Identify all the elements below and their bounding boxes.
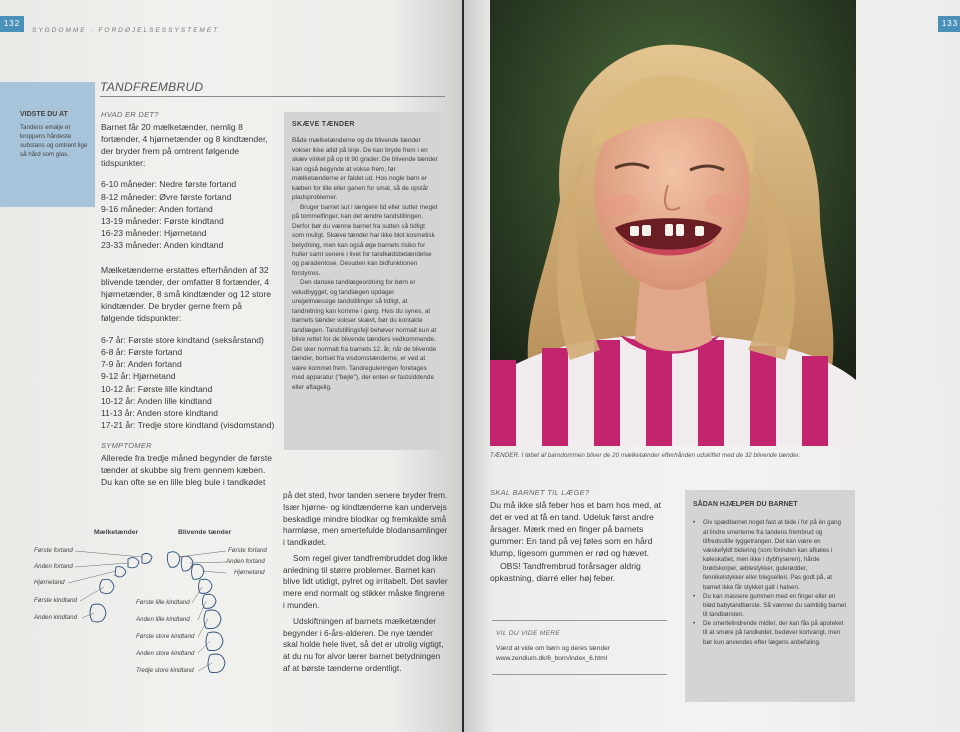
tooth-label: Første fortand	[228, 547, 267, 554]
subhead-doctor: SKAL BARNET TIL LÆGE?	[490, 488, 590, 497]
label-leader	[68, 571, 116, 583]
permanent-tooth-outline	[208, 654, 225, 673]
running-head: SYGDOMME · FORDØJELSESSYSTEMET	[32, 27, 220, 34]
permanent-tooth-outline	[199, 579, 213, 593]
permanent-tooth-outline	[206, 632, 223, 651]
section-bar	[0, 82, 95, 96]
main-column-2	[283, 490, 448, 684]
tooth-label: Anden kindtand	[34, 614, 78, 621]
tooth-label: Anden fortand	[226, 558, 265, 565]
box-paragraph: Bruger barnet sut i længere tid eller sutter meget på tommelfinger, kan det ændre tandstillingen. Derfor bør du vænne barnet fra sutten så tidligt som muligt. Skæve tænder har ikke blot kosmetisk betydning, men kan også øge barnets risiko for huller samt senere i livet for tandkødsbetændelse og paradentose. Desuden kan bidfunktionen forstyrres.	[292, 203, 438, 277]
box-paragraph: Den danske tandlægeordning for børn er veludbygget, og tandlægen opdager uregelmæssige tandstillinger så tidligt, at tandretning kan komme i gang. Hvis du synes, at barnets tænder vokser skævt, bør du kontakte tandlægen. Tandstillingsfejl behøver normalt kun at blive rettet for de blivende tænders vedkommende. Det sker normalt fra barnets 12. år, når de blivende tænder, bortset fra visdomstænderne, er ved at være kommet frem. Tandreguleringen foretages med apparatur ("bøjle"), der enten er fastsiddende eller aftagelig.	[292, 279, 437, 391]
permanent-teeth-heading: Blivende tænder	[178, 529, 232, 536]
permanent-tooth-outline	[192, 564, 205, 579]
list-item: 6-10 måneder: Nedre første fortand	[101, 179, 237, 190]
label-leader	[192, 587, 202, 603]
milk-tooth-outline	[100, 579, 114, 593]
paragraph: på det sted, hvor tanden senere bryder frem. Især hjørne- og kindtænderne kan undervejs beskadige mindre blodkar og fremkalde små harmløse, men smertefulde blodansamlinger i tandkødet.	[283, 490, 448, 548]
box-paragraph: Både mælketænderne og de blivende tænder vokser ikke altid på linje. De kan bryde frem i en skæv vinkel på op til 90 grader. De blivende tænder kan også begynde at vokse frem, før mælketænderne er faldet ud. Hos nogle børn er kæben for lille eller ganen for smal, så de opstår pladsproblemer.	[292, 137, 438, 202]
tooth-label: Anden lille kindtand	[136, 616, 190, 623]
label-leader	[190, 562, 226, 563]
tooth-label: Første store kindtand	[136, 633, 195, 640]
paragraph: Du må ikke slå feber hos et barn hos med, at det er ved at få en tand. Udeluk først andre årsager. Mærk med en finger på barnets gummer: En tand på vej føles som en hård klump, ligesom gummen er rød og hævet.	[490, 499, 662, 559]
milk-tooth-outline	[115, 567, 126, 577]
list-item: 6-7 år: Første store kindtand (seksårstand)	[101, 334, 264, 345]
tooth-label: Første fortand	[34, 547, 73, 554]
permanent-tooth-outline	[203, 594, 217, 608]
paragraph: Mælketænderne erstattes efterhånden af 32 blivende tænder, der omfatter 8 fortænder, 4 hjørnetænder, 8 små kindtænder og 12 store kindtænder. De bryder gerne frem på følgende tidspunkter:	[101, 264, 272, 324]
paragraph: Udskiftningen af barnets mælketænder begynder i 6-års-alderen. De nye tænder skal holde hele livet, så det er utrolig vigtigt, at du nu for alvor lærer barnet betydningen af at børste tænderne ordentligt.	[283, 615, 444, 673]
box-heading: SKÆVE TÆNDER	[292, 121, 355, 128]
milk-teeth-schedule	[101, 178, 276, 251]
list-item: 10-12 år: Anden lille kindtand	[101, 395, 212, 406]
tooth-label: Anden fortand	[34, 563, 73, 570]
page-number-right: 133	[938, 16, 960, 32]
label-leader	[198, 601, 206, 620]
permanent-tooth-outline	[167, 552, 180, 568]
paragraph: Som regel giver tandfrembruddet dog ikke anledning til større problemer. Barnet kan blive lidt utidigt, pylret og irritabelt. Det savler mere end normalt og stikker måske fingrene i munden.	[283, 552, 448, 611]
teeth-diagram	[30, 525, 280, 695]
section-title: TANDFREMBRUD	[100, 80, 445, 97]
label-leader	[202, 571, 226, 573]
cheek	[600, 193, 640, 217]
label-leader	[80, 587, 104, 601]
milk-teeth-heading: Mælketænder	[94, 529, 139, 536]
milk-tooth-outline	[90, 604, 106, 622]
more-info-heading: VIL DU VIDE MERE	[496, 630, 561, 637]
tooth-label: Første kindtand	[34, 597, 77, 604]
more-info-link[interactable]: www.zendium.dk/6_born/index_6.html	[496, 654, 608, 662]
list-item: 16-23 måneder: Hjørnetand	[101, 228, 207, 239]
list-item: 10-12 år: Første lille kindtand	[101, 383, 213, 394]
permanent-tooth-outline	[204, 610, 221, 629]
cheek	[705, 193, 745, 217]
list-item: • Giv spædbarnet noget fast at bide i for på én gang at lindre smerterne fra tandens frembrud og tilfredsstille tyggetrangen. Det kan være en væskefyldt bidering (som forinden kan afkøles i køleskabet, men ikke i dybfryseren), hårde brødskorper, æblestykker, gulerødder, fennikelstykker eller blegselleri. Pas godt på, at barnet ikke får stykket galt i halsen.	[693, 518, 847, 591]
left-page	[0, 0, 462, 732]
label-leader	[75, 551, 142, 557]
label-leader	[198, 663, 212, 671]
subhead-symptoms: SYMPTOMER	[101, 441, 152, 451]
tooth-label: Tredje store kindtand	[136, 667, 194, 674]
permanent-tooth-outline	[181, 556, 193, 571]
how-to-help-box	[685, 490, 855, 702]
milk-tooth-outline	[128, 558, 139, 568]
tooth-label: Hjørnetand	[34, 579, 65, 586]
paragraph: Barnet får 20 mælketænder, nemlig 8 fortænder, 4 hjørnetænder og 8 kindtænder, der bryder frem på omtrent følgende tidspunkter:	[101, 121, 268, 169]
permanent-teeth-schedule	[101, 334, 276, 432]
crooked-teeth-box	[284, 112, 446, 450]
page-number-left: 132	[0, 16, 24, 32]
tooth-label: Første lille kindtand	[136, 599, 190, 606]
help-box-heading: SÅDAN HJÆLPER DU BARNET	[693, 501, 798, 508]
neck	[635, 280, 712, 351]
list-item: 8-12 måneder: Øvre første fortand	[101, 191, 232, 202]
help-list	[693, 518, 847, 646]
tooth-label: Anden store kindtand	[136, 650, 195, 657]
label-leader	[198, 641, 210, 653]
list-item: 6-8 år: Første fortand	[101, 346, 183, 357]
more-info-box	[492, 620, 667, 675]
list-item: 11-13 år: Anden store kindtand	[101, 407, 218, 418]
list-item: 7-9 år: Anden fortand	[101, 359, 182, 370]
child-smiling-photo	[490, 0, 856, 446]
photo-caption: TÆNDER. I løbet af barndommen bliver de 20 mælketænder efterhånden udskiftet med de 32 blivende tænder.	[490, 452, 801, 459]
did-you-know-sidebar	[0, 96, 95, 207]
label-leader	[178, 551, 226, 557]
more-info-text: Værd at vide om børn og deres tænder	[496, 644, 610, 652]
list-item: 13-19 måneder: Første kindtand	[101, 216, 224, 227]
list-item: 23-33 måneder: Anden kindtand	[101, 240, 224, 251]
paragraph: Allerede fra tredje måned begynder de første tænder at skubbe sig frem gennem kæben. Du kan ofte se en lille bleg bule i tandkødet	[101, 452, 273, 488]
tooth-label: Hjørnetand	[234, 569, 265, 576]
list-item: 9-16 måneder: Anden fortand	[101, 203, 213, 214]
sidebar-heading: VIDSTE DU AT	[20, 111, 68, 118]
sidebar-text: Tandens emalje er kroppens hårdeste substans og omtrent lige så hård som glas.	[20, 123, 88, 159]
list-item: • Du kan massere gummen med en finger eller en blød babytandbørste. Så vænner du samtidig barnet til tandbørsten.	[693, 592, 847, 620]
milk-tooth-outline	[142, 553, 152, 563]
subhead-what-is-it: HVAD ER DET?	[101, 110, 159, 119]
label-leader	[82, 613, 94, 618]
paragraph: OBS! Tandfrembrud forårsager aldrig opkastning, diarré eller høj feber.	[490, 560, 641, 583]
list-item: 17-21 år: Tredje store kindtand (visdomstand)	[101, 420, 275, 431]
doctor-section	[490, 488, 668, 593]
list-item: 9-12 år: Hjørnetand	[101, 371, 176, 382]
main-column-1	[101, 110, 276, 498]
list-item: • De smertelindrende midler, der kan fås på apoteket til at smøre på tandkødet, bedøver kortvarigt, men bør kun anvendes efter lægens anbefaling.	[693, 619, 847, 647]
